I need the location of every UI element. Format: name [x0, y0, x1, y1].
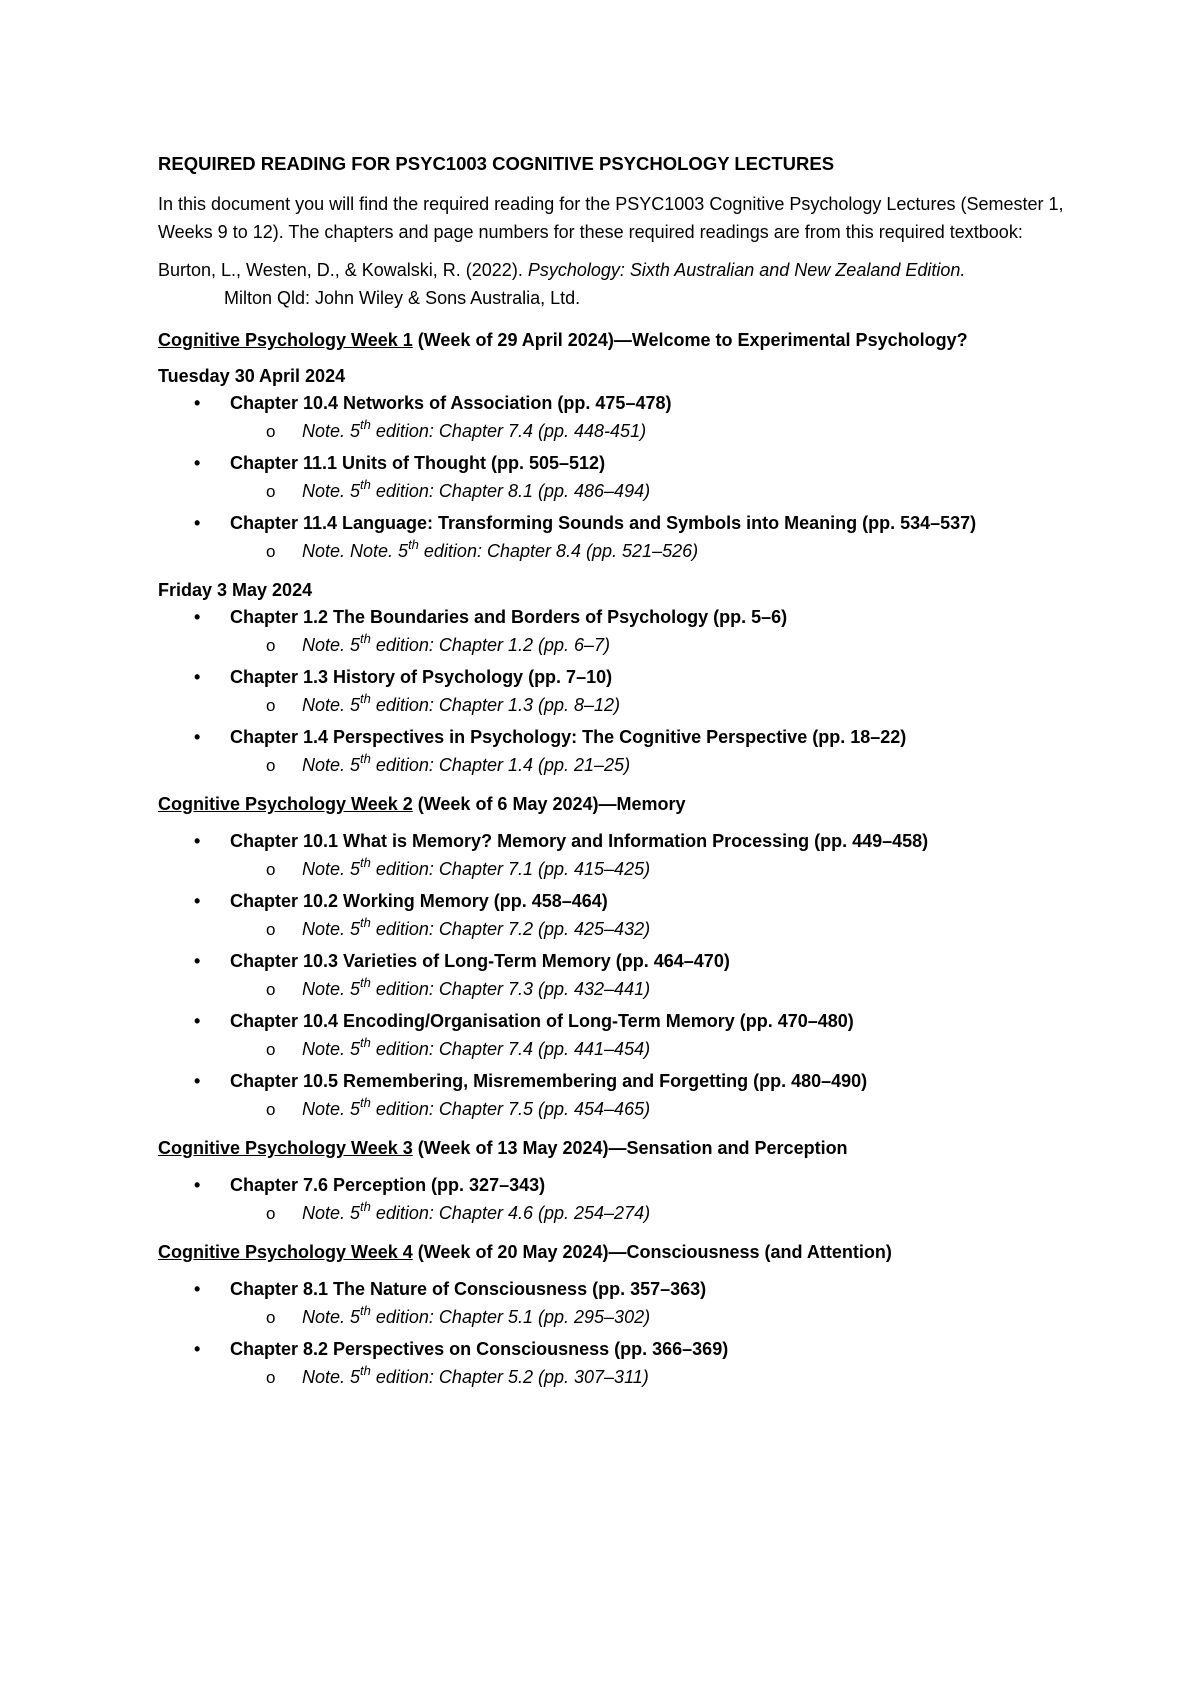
circle-bullet-icon: o [266, 1204, 276, 1223]
edition-note [230, 1302, 1080, 1332]
circle-bullet-icon: o [266, 1040, 276, 1059]
note-prefix: Note. 5 [302, 1367, 361, 1387]
bullet-icon: • [194, 513, 201, 533]
bullet-icon: • [194, 831, 201, 851]
weeks-container [158, 328, 1080, 1392]
chapter-title: Chapter 1.2 The Boundaries and Borders of Psychology (pp. 5–6) [230, 607, 788, 627]
chapter-list [158, 1276, 1080, 1392]
edition-note [230, 914, 1080, 944]
circle-bullet-icon: o [266, 1308, 276, 1327]
note-superscript: th [360, 751, 371, 766]
circle-bullet-icon: o [266, 542, 276, 561]
chapter-title: Chapter 10.4 Encoding/Organisation of Long-Term Memory (pp. 470–480) [230, 1011, 854, 1031]
chapter-list [158, 390, 1080, 566]
edition-note [230, 974, 1080, 1004]
chapter-title: Chapter 10.4 Networks of Association (pp. 475–478) [230, 393, 672, 413]
chapter-item [158, 450, 1080, 506]
chapter-list [158, 1172, 1080, 1228]
edition-note [230, 536, 1080, 566]
bullet-icon: • [194, 667, 201, 687]
note-edition-text: edition: Chapter 5.2 (pp. 307–311) [370, 1367, 649, 1387]
chapter-title: Chapter 11.4 Language: Transforming Sounds and Symbols into Meaning (pp. 534–537) [230, 513, 977, 533]
bullet-icon: • [194, 393, 201, 413]
note-prefix: Note. 5 [302, 1203, 361, 1223]
chapter-list [158, 828, 1080, 1124]
week-heading [158, 1240, 1080, 1264]
note-edition-text: edition: Chapter 1.2 (pp. 6–7) [370, 635, 611, 655]
intro-paragraph: In this document you will find the required reading for the PSYC1003 Cognitive Psychology Lectures (Semester 1, Weeks 9 to 12). The chapters and page numbers for these required readings are from this required textbook: [158, 194, 1064, 242]
note-superscript: th [408, 537, 419, 552]
chapter-item [158, 390, 1080, 446]
note-superscript: th [360, 1035, 371, 1050]
chapter-title: Chapter 8.1 The Nature of Consciousness (pp. 357–363) [230, 1279, 707, 1299]
note-edition-text: edition: Chapter 7.4 (pp. 448-451) [370, 421, 647, 441]
note-edition-text: edition: Chapter 1.4 (pp. 21–25) [370, 755, 631, 775]
edition-note [230, 630, 1080, 660]
chapter-title: Chapter 10.5 Remembering, Misremembering and Forgetting (pp. 480–490) [230, 1071, 868, 1091]
note-edition-text: edition: Chapter 5.1 (pp. 295–302) [370, 1307, 651, 1327]
chapter-title: Chapter 7.6 Perception (pp. 327–343) [230, 1175, 546, 1195]
day-heading: Tuesday 30 April 2024 [158, 366, 346, 386]
note-edition-text: edition: Chapter 8.1 (pp. 486–494) [370, 481, 651, 501]
chapter-title: Chapter 10.3 Varieties of Long-Term Memory (pp. 464–470) [230, 951, 730, 971]
edition-note [230, 750, 1080, 780]
textbook-citation [158, 256, 1080, 312]
note-edition-text: edition: Chapter 4.6 (pp. 254–274) [370, 1203, 651, 1223]
circle-bullet-icon: o [266, 920, 276, 939]
week-subtitle: (Week of 20 May 2024)—Consciousness (and Attention) [412, 1242, 892, 1262]
week-link[interactable]: Cognitive Psychology Week 3 [158, 1138, 413, 1158]
edition-note [230, 690, 1080, 720]
chapter-item [158, 1172, 1080, 1228]
chapter-title: Chapter 11.1 Units of Thought (pp. 505–512) [230, 453, 606, 473]
chapter-title: Chapter 1.4 Perspectives in Psychology: The Cognitive Perspective (pp. 18–22) [230, 727, 907, 747]
chapter-item [158, 1336, 1080, 1392]
circle-bullet-icon: o [266, 1100, 276, 1119]
bullet-icon: • [194, 453, 201, 473]
edition-note [230, 416, 1080, 446]
citation-book-title: Psychology: Sixth Australian and New Zealand Edition. [527, 260, 966, 280]
note-prefix: Note. 5 [302, 1039, 361, 1059]
note-superscript: th [360, 975, 371, 990]
circle-bullet-icon: o [266, 696, 276, 715]
citation-publisher: Milton Qld: John Wiley & Sons Australia, Ltd. [224, 288, 581, 308]
note-edition-text: edition: Chapter 7.4 (pp. 441–454) [370, 1039, 651, 1059]
week-subtitle: (Week of 29 April 2024)—Welcome to Experimental Psychology? [412, 330, 968, 350]
chapter-item [158, 948, 1080, 1004]
bullet-icon: • [194, 1071, 201, 1091]
chapter-item [158, 510, 1080, 566]
circle-bullet-icon: o [266, 860, 276, 879]
note-superscript: th [360, 1303, 371, 1318]
chapter-item [158, 828, 1080, 884]
week-heading [158, 1136, 1080, 1160]
edition-note [230, 1094, 1080, 1124]
edition-note [230, 854, 1080, 884]
note-prefix: Note. Note. 5 [302, 541, 409, 561]
bullet-icon: • [194, 1175, 201, 1195]
chapter-item [158, 1068, 1080, 1124]
note-prefix: Note. 5 [302, 859, 361, 879]
citation-authors: Burton, L., Westen, D., & Kowalski, R. (2022). [158, 260, 528, 280]
week-link[interactable]: Cognitive Psychology Week 4 [158, 1242, 413, 1262]
document-title: REQUIRED READING FOR PSYC1003 COGNITIVE PSYCHOLOGY LECTURES [158, 153, 835, 174]
chapter-title: Chapter 8.2 Perspectives on Consciousness (pp. 366–369) [230, 1339, 729, 1359]
week-subtitle: (Week of 6 May 2024)—Memory [412, 794, 686, 814]
chapter-item [158, 724, 1080, 780]
circle-bullet-icon: o [266, 422, 276, 441]
note-superscript: th [360, 855, 371, 870]
week-heading [158, 792, 1080, 816]
bullet-icon: • [194, 1279, 201, 1299]
week-link[interactable]: Cognitive Psychology Week 1 [158, 330, 413, 350]
note-prefix: Note. 5 [302, 1307, 361, 1327]
week-subtitle: (Week of 13 May 2024)—Sensation and Perception [412, 1138, 848, 1158]
chapter-title: Chapter 10.2 Working Memory (pp. 458–464) [230, 891, 608, 911]
chapter-item [158, 604, 1080, 660]
note-superscript: th [360, 1363, 371, 1378]
note-superscript: th [360, 631, 371, 646]
circle-bullet-icon: o [266, 980, 276, 999]
note-edition-text: edition: Chapter 7.3 (pp. 432–441) [370, 979, 651, 999]
note-prefix: Note. 5 [302, 695, 361, 715]
bullet-icon: • [194, 727, 201, 747]
chapter-list [158, 604, 1080, 780]
note-superscript: th [360, 691, 371, 706]
bullet-icon: • [194, 891, 201, 911]
note-edition-text: edition: Chapter 1.3 (pp. 8–12) [370, 695, 621, 715]
circle-bullet-icon: o [266, 1368, 276, 1387]
note-edition-text: edition: Chapter 7.1 (pp. 415–425) [370, 859, 651, 879]
edition-note [230, 476, 1080, 506]
bullet-icon: • [194, 951, 201, 971]
circle-bullet-icon: o [266, 482, 276, 501]
chapter-title: Chapter 10.1 What is Memory? Memory and Information Processing (pp. 449–458) [230, 831, 929, 851]
week-link[interactable]: Cognitive Psychology Week 2 [158, 794, 413, 814]
day-heading: Friday 3 May 2024 [158, 580, 313, 600]
circle-bullet-icon: o [266, 756, 276, 775]
note-prefix: Note. 5 [302, 979, 361, 999]
note-edition-text: edition: Chapter 8.4 (pp. 521–526) [418, 541, 699, 561]
note-prefix: Note. 5 [302, 1099, 361, 1119]
circle-bullet-icon: o [266, 636, 276, 655]
note-superscript: th [360, 915, 371, 930]
bullet-icon: • [194, 1339, 201, 1359]
note-prefix: Note. 5 [302, 481, 361, 501]
chapter-title: Chapter 1.3 History of Psychology (pp. 7–10) [230, 667, 613, 687]
note-superscript: th [360, 1095, 371, 1110]
chapter-item [158, 888, 1080, 944]
edition-note [230, 1034, 1080, 1064]
week-heading [158, 328, 1080, 352]
note-prefix: Note. 5 [302, 421, 361, 441]
note-superscript: th [360, 417, 371, 432]
note-prefix: Note. 5 [302, 635, 361, 655]
bullet-icon: • [194, 607, 201, 627]
chapter-item [158, 664, 1080, 720]
bullet-icon: • [194, 1011, 201, 1031]
chapter-item [158, 1276, 1080, 1332]
edition-note [230, 1198, 1080, 1228]
note-prefix: Note. 5 [302, 755, 361, 775]
note-superscript: th [360, 477, 371, 492]
note-superscript: th [360, 1199, 371, 1214]
note-prefix: Note. 5 [302, 919, 361, 939]
note-edition-text: edition: Chapter 7.2 (pp. 425–432) [370, 919, 651, 939]
edition-note [230, 1362, 1080, 1392]
chapter-item [158, 1008, 1080, 1064]
note-edition-text: edition: Chapter 7.5 (pp. 454–465) [370, 1099, 651, 1119]
